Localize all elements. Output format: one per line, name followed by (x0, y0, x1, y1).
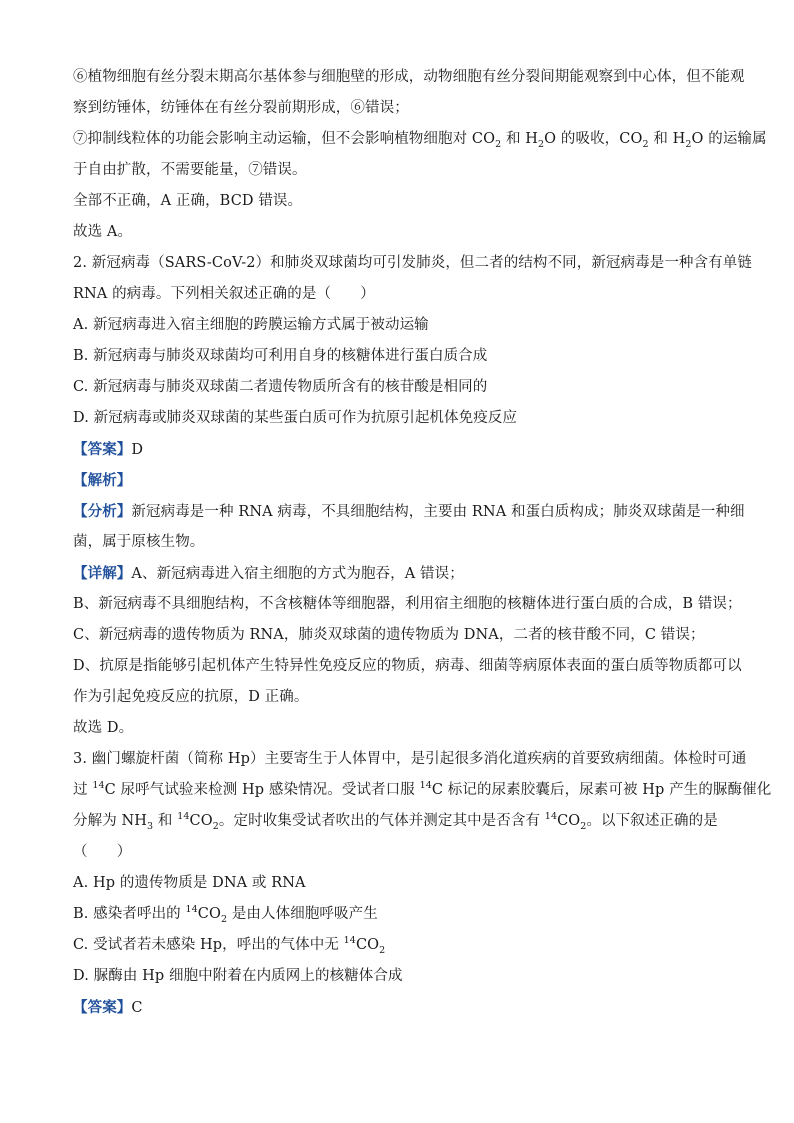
q2-xiangjie-a: 【详解】A、新冠病毒进入宿主细胞的方式为胞吞，A 错误； (73, 565, 464, 582)
q2-xiangjie-d-line2: 作为引起免疫反应的抗原，D 正确。 (73, 689, 309, 705)
q1-explanation-7-line2: 于自由扩散，不需要能量，⑦错误。 (73, 162, 307, 178)
q3-stem-line3: 分解为 $NH_3$ 和 $^{14}CO_2$。定时收集受试者吹出的气体并测定其中是否含有 $^{14}CO_2$。以下叙述正确的是 (73, 811, 718, 832)
xiangjie-tag: 【详解】 (73, 565, 132, 582)
analysis-tag: 【解析】 (73, 472, 132, 489)
q2-option-a: A. 新冠病毒进入宿主细胞的跨膜运输方式属于被动运输 (73, 317, 429, 333)
q2-stem-line2: RNA 的病毒。下列相关叙述正确的是（ ） (73, 286, 375, 302)
q1-explanation-7-line1: ⑦抑制线粒体的功能会影响主动运输，但不会影响植物细胞对 $CO_2$ 和 $H_2O$ 的吸收，$CO_2$ 和 $H_2O$ 的运输属 (73, 131, 767, 150)
q3-stem-line1: 3. 幽门螺旋杆菌（简称 Hp）主要寄生于人体胃中，是引起很多消化道疾病的首要致病细菌。体检时可通 (73, 751, 747, 767)
q3-option-c: C. 受试者若未感染 Hp，呼出的气体中无 $^{14}CO_2$ (73, 935, 386, 956)
q2-fenxi-line2: 菌，属于原核生物。 (73, 534, 205, 550)
q3-stem-paren: （ ） (73, 844, 132, 860)
q1-summary: 全部不正确，A 正确，BCD 错误。 (73, 193, 303, 209)
answer-value: D (131, 442, 144, 458)
q3-stem-line2: 过 $^{14}$C 尿呼气试验来检测 Hp 感染情况。受试者口服 $^{14}$C 标记的尿素胶囊后，尿素可被 Hp 产生的脲酶催化 (73, 780, 772, 798)
q1-explanation-6-line2: 察到纺锤体，纺锤体在有丝分裂前期形成，⑥错误； (73, 100, 409, 116)
q2-analysis-heading (73, 465, 723, 496)
answer-value: C (131, 1000, 143, 1016)
q3-option-b: B. 感染者呼出的 $^{14}CO_2$ 是由人体细胞呼吸产生 (73, 904, 378, 925)
q2-xiangjie-b: B、新冠病毒不具细胞结构，不含核糖体等细胞器，利用宿主细胞的核糖体进行蛋白质的合成，B 错误； (73, 596, 742, 612)
q2-stem-line1: 2. 新冠病毒（SARS-CoV-2）和肺炎双球菌均可引发肺炎，但二者的结构不同，新冠病毒是一种含有单链 (73, 255, 752, 271)
q2-option-d: D. 新冠病毒或肺炎双球菌的某些蛋白质可作为抗原引起机体免疫反应 (73, 410, 518, 426)
answer-tag: 【答案】 (73, 441, 132, 458)
q2-xiangjie-d-line1: D、抗原是指能够引起机体产生特异性免疫反应的物质，病毒、细菌等病原体表面的蛋白质等物质都可以 (73, 658, 742, 674)
q1-choice: 故选 A。 (73, 224, 133, 240)
q2-choice: 故选 D。 (73, 720, 134, 736)
q3-answer (73, 992, 723, 1023)
q2-answer (73, 434, 723, 465)
fenxi-tag: 【分析】 (73, 503, 132, 520)
q2-xiangjie-c: C、新冠病毒的遗传物质为 RNA，肺炎双球菌的遗传物质为 DNA，二者的核苷酸不同，C 错误； (73, 627, 705, 643)
answer-tag: 【答案】 (73, 999, 132, 1016)
q2-option-b: B. 新冠病毒与肺炎双球菌均可利用自身的核糖体进行蛋白质合成 (73, 348, 488, 364)
q3-option-d: D. 脲酶由 Hp 细胞中附着在内质网上的核糖体合成 (73, 968, 403, 984)
document-page (73, 62, 772, 1023)
q1-explanation-6-line1: ⑥植物细胞有丝分裂末期高尔基体参与细胞壁的形成，动物细胞有丝分裂间期能观察到中心体，但不能观 (73, 69, 745, 85)
q2-fenxi-line1: 【分析】新冠病毒是一种 RNA 病毒，不具细胞结构，主要由 RNA 和蛋白质构成；肺炎双球菌是一种细 (73, 503, 745, 520)
q3-option-a: A. Hp 的遗传物质是 DNA 或 RNA (73, 875, 306, 891)
q2-option-c: C. 新冠病毒与肺炎双球菌二者遗传物质所含有的核苷酸是相同的 (73, 379, 488, 395)
